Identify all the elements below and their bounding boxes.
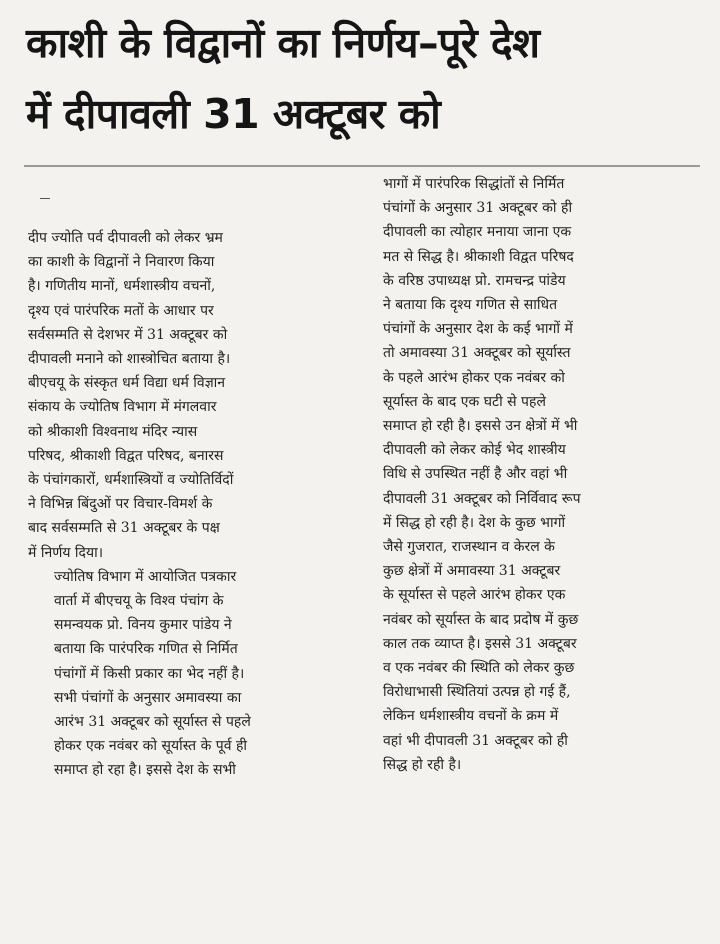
text-line: बीएचयू के संस्कृत धर्म विद्या धर्म विज्ञान <box>28 375 226 392</box>
text-line: पंचांगों में किसी प्रकार का भेद नहीं है। <box>54 665 245 682</box>
text-line: भागों में पारंपरिक सिद्धांतों से निर्मित <box>383 176 565 192</box>
text-line: होकर एक नवंबर को सूर्यास्त के पूर्व ही <box>54 738 248 755</box>
text-line: समन्वयक प्रो. विनय कुमार पांडेय ने <box>54 617 232 634</box>
text-line: सूर्यास्त के बाद एक घटी से पहले <box>383 393 546 410</box>
text-line: दृश्य एवं पारंपरिक मतों के आधार पर <box>28 302 214 319</box>
text-line: पंचांगों के अनुसार 31 अक्टूबर को ही <box>383 200 573 217</box>
text-line: के सूर्यास्त से पहले आरंभ होकर एक <box>383 587 566 604</box>
text-line: है। गणितीय मानों, धर्मशास्त्रीय वचनों, <box>28 278 216 295</box>
text-line: सर्वसम्मति से देशभर में 31 अक्टूबर को <box>28 326 228 343</box>
text-line: दीपावली का त्योहार मनाया जाना एक <box>383 224 572 241</box>
headline-line: काशी के विद्वानों का निर्णय–पूरे देश <box>26 19 540 67</box>
headline-line: में दीपावली 31 अक्टूबर को <box>26 90 441 138</box>
text-line: दीपावली 31 अक्टूबर को निर्विवाद रूप <box>383 490 581 507</box>
text-line: लेकिन धर्मशास्त्रीय वचनों के क्रम में <box>383 708 559 725</box>
text-line: पंचांगों के अनुसार देश के कई भागों में <box>383 321 573 338</box>
paragraph-3 <box>383 172 701 777</box>
text-line: के पंचांगकारों, धर्मशास्त्रियों व ज्योतिर्विदों <box>28 472 234 489</box>
text-line: समाप्त हो रहा है। इससे देश के सभी <box>54 762 236 779</box>
text-line: दीप ज्योति पर्व दीपावली को लेकर भ्रम <box>28 230 223 246</box>
text-line: दीपावली को लेकर कोई भेद शास्त्रीय <box>383 442 566 459</box>
text-line: ने बताया कि दृश्य गणित से साधित <box>383 297 558 314</box>
text-line: के वरिष्ठ उपाध्यक्ष प्रो. रामचन्द्र पांडेय <box>383 272 566 289</box>
text-line: बाद सर्वसम्मति से 31 अक्टूबर के पक्ष <box>28 520 220 537</box>
article-column-left <box>28 226 358 783</box>
text-line: के पहले आरंभ होकर एक नवंबर को <box>383 369 565 386</box>
text-line: समाप्त हो रही है। इससे उन क्षेत्रों में भी <box>383 418 578 435</box>
text-line: ने विभिन्न बिंदुओं पर विचार-विमर्श के <box>28 496 213 513</box>
text-line: वार्ता में बीएचयू के विश्व पंचांग के <box>54 593 224 610</box>
column-dash-mark <box>40 198 50 199</box>
text-line: ज्योतिष विभाग में आयोजित पत्रकार <box>54 568 237 585</box>
text-line: कुछ क्षेत्रों में अमावस्या 31 अक्टूबर <box>383 563 561 580</box>
text-line: में सिद्ध हो रही है। देश के कुछ भागों <box>383 514 566 531</box>
text-line: मत से सिद्ध है। श्रीकाशी विद्वत परिषद <box>383 248 574 265</box>
text-line: संकाय के ज्योतिष विभाग में मंगलवार <box>28 399 217 416</box>
text-line: व एक नवंबर की स्थिति को लेकर कुछ <box>383 660 575 677</box>
headline-divider <box>24 165 700 167</box>
text-line: विधि से उपस्थित नहीं है और वहां भी <box>383 466 568 483</box>
text-line: तो अमावस्या 31 अक्टूबर को सूर्यास्त <box>383 345 571 362</box>
text-line: को श्रीकाशी विश्वनाथ मंदिर न्यास <box>28 423 198 440</box>
text-line: विरोधाभासी स्थितियां उत्पन्न हो गई हैं, <box>383 684 571 701</box>
text-line: जैसे गुजरात, राजस्थान व केरल के <box>383 539 555 556</box>
text-line: में निर्णय दिया। <box>28 544 104 561</box>
text-line: नवंबर को सूर्यास्त के बाद प्रदोष में कुछ <box>383 611 579 628</box>
text-line: बताया कि पारंपरिक गणित से निर्मित <box>54 641 238 658</box>
text-line: काल तक व्याप्त है। इससे 31 अक्टूबर <box>383 635 577 652</box>
paragraph-2 <box>28 565 358 783</box>
text-line: का काशी के विद्वानों ने निवारण किया <box>28 254 215 271</box>
paragraph-1 <box>28 226 358 565</box>
headline <box>26 8 706 150</box>
text-line: परिषद, श्रीकाशी विद्वत परिषद, बनारस <box>28 447 224 464</box>
text-line: वहां भी दीपावली 31 अक्टूबर को ही <box>383 732 568 749</box>
article-column-right <box>383 172 701 777</box>
text-line: सिद्ध हो रही है। <box>383 756 462 773</box>
text-line: सभी पंचांगों के अनुसार अमावस्या का <box>54 689 242 706</box>
text-line: आरंभ 31 अक्टूबर को सूर्यास्त से पहले <box>54 714 251 731</box>
text-line: दीपावली मनाने को शास्त्रोचित बताया है। <box>28 351 231 368</box>
